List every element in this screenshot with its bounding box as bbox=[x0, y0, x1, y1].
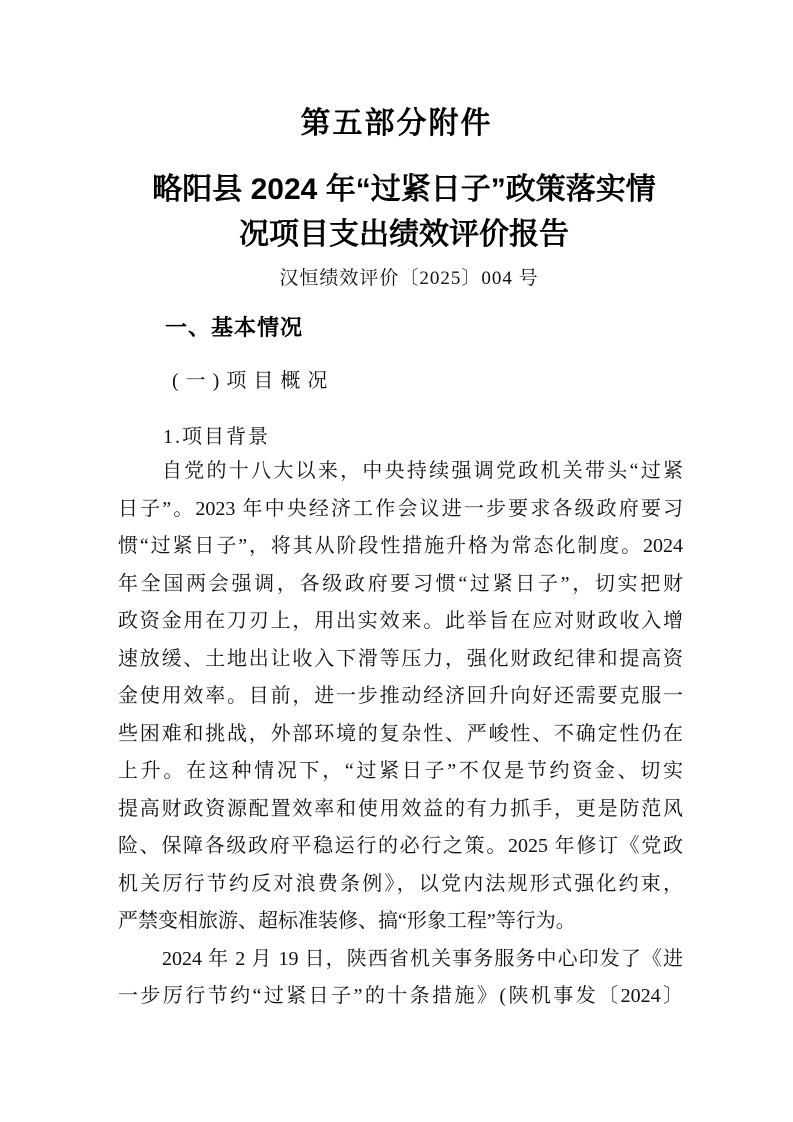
text-line: 自党的十八大以来，中央持续强调党政机关带头“过紧 bbox=[162, 460, 683, 482]
text-line: 金使用效率。目前，进一步推动经济回升向好还需要克服一 bbox=[118, 685, 683, 707]
text-line: 年全国两会强调，各级政府要习惯“过紧日子”，切实把财 bbox=[118, 572, 683, 595]
part-heading: 第五部分附件 bbox=[300, 107, 493, 140]
text-line: 惯“过紧日子”，将其从阶段性措施升格为常态化制度。2024 bbox=[118, 535, 683, 557]
text-line: 日子”。2023 年中央经济工作会议进一步要求各级政府要习 bbox=[118, 497, 683, 520]
item-heading-project-background: 1.项目背景 bbox=[163, 426, 270, 448]
paragraph-2 bbox=[118, 941, 683, 1016]
text-line: 些困难和挑战，外部环境的复杂性、严峻性、不确定性仍在 bbox=[118, 722, 683, 745]
report-title-line-1: 略阳县 2024 年“过紧日子”政策落实情 bbox=[152, 173, 656, 206]
text-line: 2024 年 2 月 19 日，陕西省机关事务服务中心印发了《进 bbox=[162, 947, 683, 970]
text-line: 上升。在这种情况下，“过紧日子”不仅是节约资金、切实 bbox=[118, 760, 683, 782]
text-line: 严禁变相旅游、超标准装修、搞“形象工程”等行为。 bbox=[118, 910, 576, 932]
text-line: 提高财政资源配置效率和使用效益的有力抓手，更是防范风 bbox=[118, 797, 683, 820]
text-line: 速放缓、土地出让收入下滑等压力，强化财政纪律和提高资 bbox=[118, 647, 683, 670]
report-title bbox=[114, 167, 694, 257]
report-title-line-2: 况项目支出绩效评价报告 bbox=[239, 218, 569, 251]
section-heading-basic-situation: 一、基本情况 bbox=[165, 315, 304, 340]
paragraph-1 bbox=[118, 453, 683, 941]
text-line: 政资金用在刀刃上，用出实效来。此举旨在应对财政收入增 bbox=[118, 610, 683, 632]
subsection-heading-project-overview: (一)项目概况 bbox=[172, 370, 335, 392]
text-line: 险、保障各级政府平稳运行的必行之策。2025 年修订《党政 bbox=[118, 835, 683, 857]
body-text bbox=[118, 453, 683, 1016]
document-number: 汉恒绩效评价〔2025〕004 号 bbox=[279, 268, 539, 289]
text-line: 一步厉行节约“过紧日子”的十条措施》(陕机事发〔2024〕 bbox=[118, 985, 683, 1007]
text-line: 机关厉行节约反对浪费条例》，以党内法规形式强化约束， bbox=[118, 872, 683, 895]
